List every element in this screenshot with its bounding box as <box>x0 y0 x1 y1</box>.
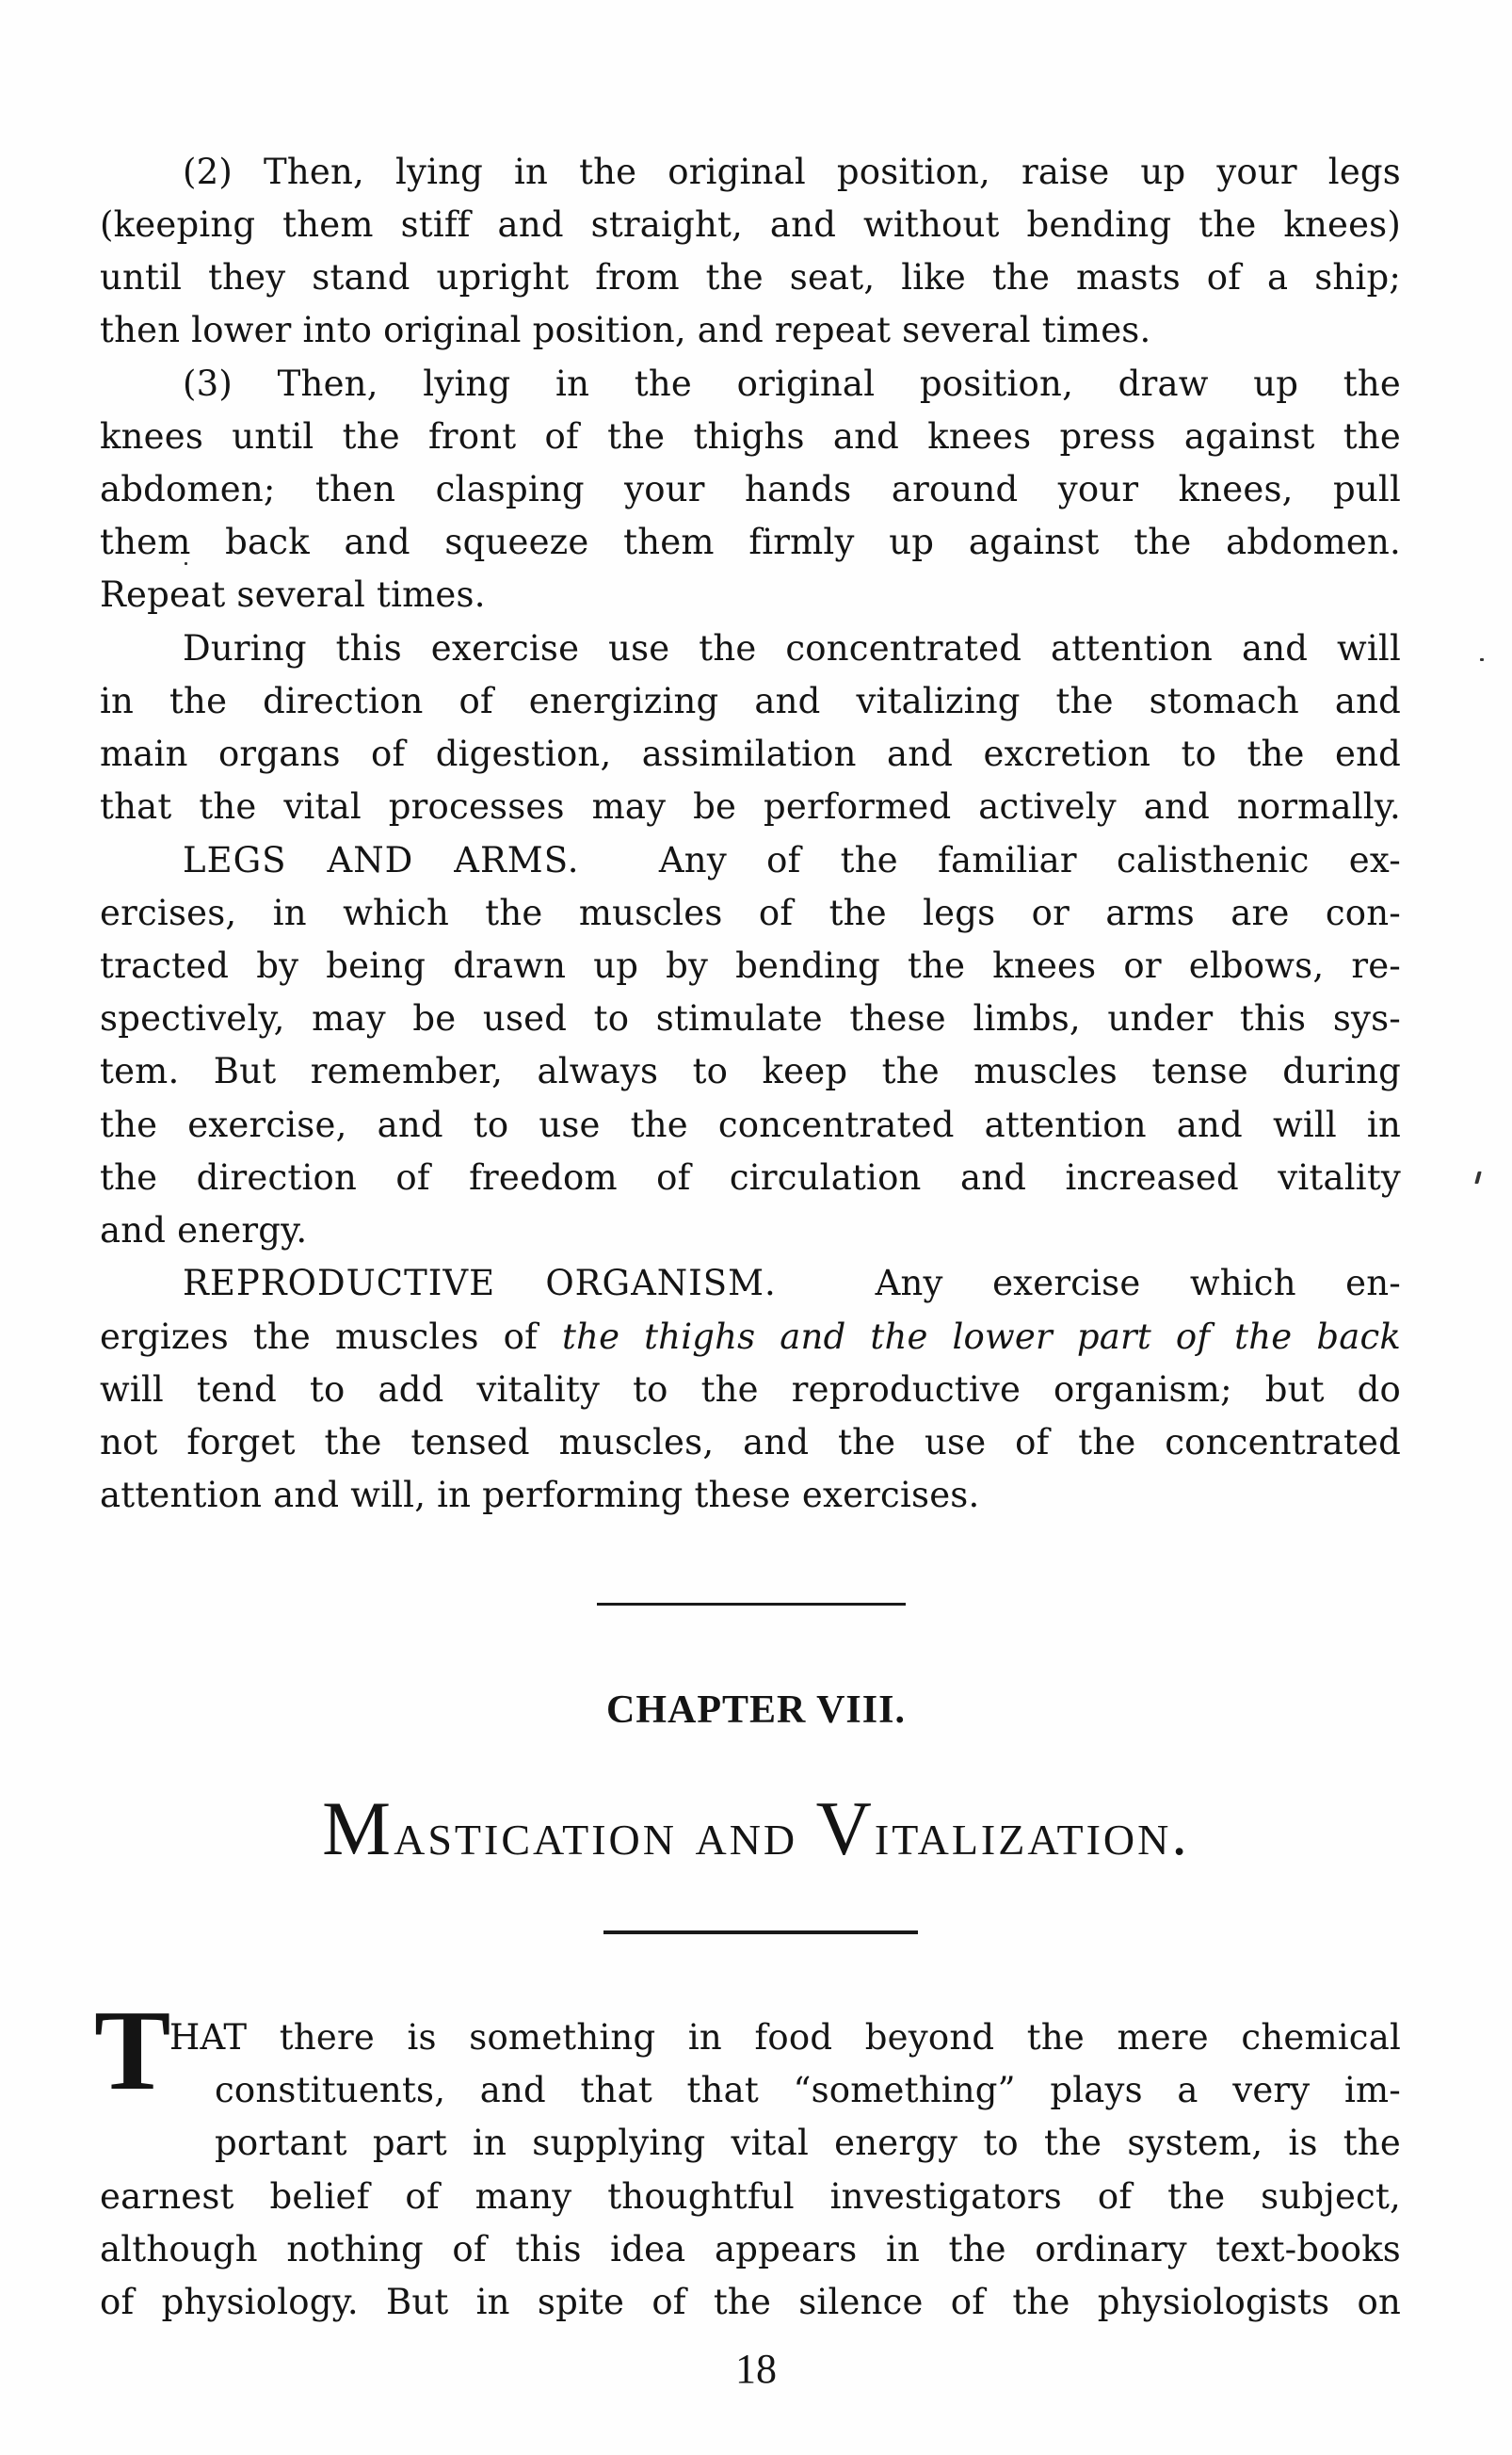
body-text: Any exercise which en- <box>875 1263 1401 1303</box>
body-line: the exercise, and to use the concentrated attention and will in <box>100 1105 1401 1145</box>
italic-emphasis: the thighs and the lower part of the back <box>561 1316 1402 1357</box>
body-line: in the direction of energizing and vitalizing the stomach and <box>100 681 1401 721</box>
chapter-title <box>0 1785 1512 1873</box>
body-line: attention and will, in performing these exercises. <box>100 1475 980 1515</box>
body-line <box>100 1311 1401 1364</box>
body-line: spectively, may be used to stimulate these limbs, under this sys- <box>100 998 1401 1039</box>
body-line: portant part in supplying vital energy to the system, is the <box>215 2123 1401 2163</box>
page-number: 18 <box>735 2346 777 2392</box>
body-line: Repeat several times. <box>100 574 486 615</box>
reproductive-organism-heading: REPRODUCTIVE ORGANISM. <box>183 1263 777 1303</box>
body-line: until they stand upright from the seat, like the masts of a ship; <box>100 257 1401 298</box>
body-line: tracted by being drawn up by bending the knees or elbows, re- <box>100 945 1401 986</box>
body-line: of physiology. But in spite of the silence of the physiologists on <box>100 2282 1401 2322</box>
body-line: the direction of freedom of circulation and increased vitality <box>100 1157 1401 1198</box>
body-line: (2) Then, lying in the original position, raise up your legs <box>183 152 1401 192</box>
body-text: Any of the familiar calisthenic ex- <box>658 840 1401 880</box>
body-line: earnest belief of many thoughtful investigators of the subject, <box>100 2176 1401 2217</box>
body-line: that the vital processes may be performed actively and normally. <box>100 786 1401 827</box>
body-line: ercises, in which the muscles of the legs or arms are con- <box>100 893 1401 933</box>
scan-mark <box>1474 1171 1481 1184</box>
body-line: tem. But remember, always to keep the muscles tense during <box>100 1051 1401 1091</box>
drop-cap: T <box>94 1987 171 2114</box>
body-line: main organs of digestion, assimilation and excretion to the end <box>100 734 1401 774</box>
body-line: constituents, and that that “something” plays a very im- <box>215 2070 1401 2110</box>
legs-and-arms-first-line <box>183 834 1401 887</box>
body-line: not forget the tensed muscles, and the use of the concentrated <box>100 1422 1401 1462</box>
scan-speck <box>185 562 187 565</box>
body-line: (3) Then, lying in the original position, draw up the <box>183 363 1401 404</box>
title-word-1: astication <box>394 1800 677 1868</box>
body-line: them back and squeeze them firmly up against the abdomen. <box>100 522 1401 562</box>
title-word-3: italization. <box>874 1800 1190 1868</box>
body-line: although nothing of this idea appears in the ordinary text-books <box>100 2229 1401 2269</box>
body-line: will tend to add vitality to the reproductive organism; but do <box>100 1369 1401 1410</box>
body-line: (keeping them stiff and straight, and without bending the knees) <box>100 204 1401 245</box>
title-word-2: and <box>695 1800 798 1868</box>
scan-speck <box>1480 658 1484 661</box>
body-line: knees until the front of the thighs and knees press against the <box>100 416 1401 457</box>
body-line: HAT there is something in food beyond the mere chemical <box>169 2017 1401 2058</box>
section-divider-top <box>597 1603 906 1606</box>
body-line: and energy. <box>100 1210 308 1251</box>
section-divider-bottom <box>603 1930 918 1934</box>
body-line: During this exercise use the concentrated attention and will <box>183 628 1401 669</box>
title-initial-m: M <box>322 1785 394 1871</box>
reproductive-first-line <box>183 1257 1401 1310</box>
body-line: then lower into original position, and repeat several times. <box>100 310 1151 350</box>
title-initial-v: V <box>815 1785 875 1871</box>
legs-and-arms-heading: LEGS AND ARMS. <box>183 840 580 880</box>
body-line: abdomen; then clasping your hands around your knees, pull <box>100 469 1401 509</box>
chapter-label: CHAPTER VIII. <box>606 1688 906 1732</box>
body-text: ergizes the muscles of <box>100 1316 539 1357</box>
